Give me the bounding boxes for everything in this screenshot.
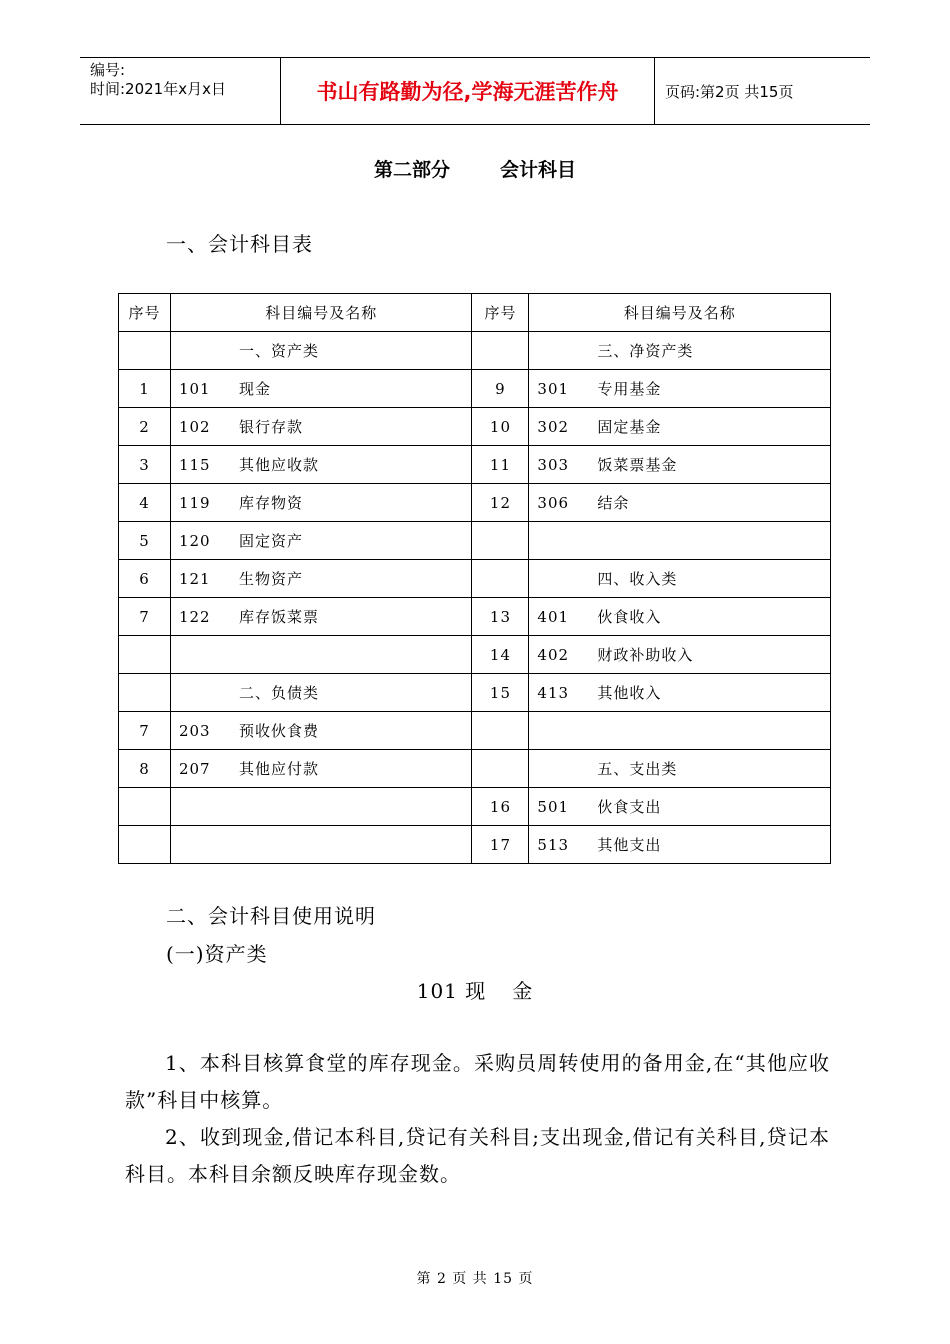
table-row <box>119 408 831 446</box>
seq-cell-left <box>119 788 171 826</box>
subject-cell-left <box>170 788 472 826</box>
seq-cell-right <box>472 788 529 826</box>
subject-code: 302 <box>537 418 570 436</box>
seq-number: 3 <box>139 455 150 474</box>
seq-number: 17 <box>489 835 511 854</box>
header-subject-left: 科目编号及名称 <box>170 294 472 332</box>
subject-code: 207 <box>178 760 211 778</box>
seq-cell-right <box>472 712 529 750</box>
subject-name: 一、资产类 <box>238 342 319 360</box>
subject-name: 库存饭菜票 <box>238 608 319 626</box>
subject-cell-left <box>170 750 472 788</box>
seq-number: 4 <box>139 493 150 512</box>
table-row <box>119 712 831 750</box>
seq-number: 7 <box>139 721 150 740</box>
seq-cell-right <box>472 560 529 598</box>
seq-number: 16 <box>489 797 511 816</box>
subject-cell-right <box>529 674 831 712</box>
seq-cell-right <box>472 332 529 370</box>
table-row <box>119 750 831 788</box>
subject-name: 结余 <box>597 494 630 512</box>
subject-name: 专用基金 <box>597 380 662 398</box>
subject-cell-left <box>170 332 472 370</box>
table-row <box>119 484 831 522</box>
part-title <box>0 155 950 182</box>
seq-cell-left <box>119 446 171 484</box>
section-title-usage: 二、会计科目使用说明 <box>166 904 376 928</box>
subject-cell-left <box>170 370 472 408</box>
section-title-account-table: 一、会计科目表 <box>166 232 313 256</box>
subject-code: 402 <box>537 646 570 664</box>
subject-name: 固定资产 <box>238 532 303 550</box>
subject-name: 伙食支出 <box>597 798 662 816</box>
subject-name: 预收伙食费 <box>238 722 319 740</box>
seq-number: 9 <box>495 379 506 398</box>
subject-code: 513 <box>537 836 570 854</box>
account-name-first: 现 <box>465 979 487 1003</box>
subject-cell-right <box>529 446 831 484</box>
seq-cell-right <box>472 598 529 636</box>
subject-cell-right <box>529 750 831 788</box>
account-name-second: 金 <box>512 979 534 1003</box>
account-heading <box>0 975 950 1004</box>
subject-name: 银行存款 <box>238 418 303 436</box>
header-motto: 书山有路勤为径,学海无涯苦作舟 <box>281 58 655 124</box>
seq-number: 6 <box>139 569 150 588</box>
seq-number: 15 <box>489 683 511 702</box>
subject-cell-left <box>170 522 472 560</box>
subject-code: 301 <box>537 380 570 398</box>
subject-code: 102 <box>178 418 211 436</box>
table-row <box>119 332 831 370</box>
table-row <box>119 446 831 484</box>
seq-number: 8 <box>139 759 150 778</box>
table-row <box>119 560 831 598</box>
subsection-title-assets: (一)资产类 <box>166 942 268 966</box>
seq-cell-left <box>119 636 171 674</box>
seq-cell-right <box>472 826 529 864</box>
subject-cell-left <box>170 826 472 864</box>
subject-cell-left <box>170 712 472 750</box>
subject-cell-right <box>529 560 831 598</box>
seq-cell-right <box>472 370 529 408</box>
seq-number: 7 <box>139 607 150 626</box>
subject-cell-right <box>529 598 831 636</box>
subject-code: 101 <box>178 380 211 398</box>
seq-cell-right <box>472 408 529 446</box>
part-label: 第二部分 <box>373 159 450 181</box>
seq-cell-left <box>119 484 171 522</box>
seq-number: 2 <box>139 417 150 436</box>
subject-name: 四、收入类 <box>597 570 678 588</box>
page-header <box>80 57 870 125</box>
seq-number: 12 <box>489 493 511 512</box>
table-row <box>119 826 831 864</box>
subject-code: 120 <box>178 532 211 550</box>
subject-code: 306 <box>537 494 570 512</box>
seq-number: 1 <box>139 379 150 398</box>
subject-cell-left <box>170 674 472 712</box>
seq-cell-right <box>472 636 529 674</box>
document-time: 时间:2021年x月x日 <box>90 80 226 98</box>
subject-name: 三、净资产类 <box>597 342 694 360</box>
document-number-label: 编号: <box>90 61 126 79</box>
seq-cell-left <box>119 712 171 750</box>
table-row <box>119 370 831 408</box>
seq-cell-left <box>119 674 171 712</box>
header-seq-right: 序号 <box>472 294 529 332</box>
seq-cell-right <box>472 674 529 712</box>
subject-name: 库存物资 <box>238 494 303 512</box>
subject-code: 121 <box>178 570 211 588</box>
seq-cell-left <box>119 522 171 560</box>
header-info <box>80 58 281 124</box>
subject-cell-right <box>529 826 831 864</box>
subject-name: 其他应收款 <box>238 456 319 474</box>
seq-number: 13 <box>489 607 511 626</box>
header-subject-right: 科目编号及名称 <box>529 294 831 332</box>
table-row <box>119 522 831 560</box>
subject-code: 122 <box>178 608 211 626</box>
seq-cell-right <box>472 750 529 788</box>
subject-cell-right <box>529 522 831 560</box>
part-name: 会计科目 <box>500 159 577 181</box>
account-subjects-table <box>118 293 831 864</box>
header-page-info: 页码:第2页 共15页 <box>665 82 794 101</box>
subject-cell-right <box>529 370 831 408</box>
paragraph-2: 2、收到现金,借记本科目,贷记有关科目;支出现金,借记有关科目,贷记本科目。本科目余额反映库存现金数。 <box>125 1125 830 1186</box>
subject-code: 401 <box>537 608 570 626</box>
subject-cell-left <box>170 446 472 484</box>
seq-number: 10 <box>489 417 511 436</box>
header-seq-left: 序号 <box>119 294 171 332</box>
seq-cell-left <box>119 408 171 446</box>
subject-cell-right <box>529 484 831 522</box>
account-code: 101 <box>416 979 458 1003</box>
subject-name: 其他支出 <box>597 836 662 854</box>
subject-cell-left <box>170 636 472 674</box>
subject-name: 财政补助收入 <box>597 646 694 664</box>
subject-name: 固定基金 <box>597 418 662 436</box>
subject-name: 现金 <box>238 380 271 398</box>
seq-cell-left <box>119 332 171 370</box>
subject-cell-left <box>170 408 472 446</box>
subject-code: 119 <box>178 494 211 512</box>
subject-name: 其他应付款 <box>238 760 319 778</box>
subject-code: 413 <box>537 684 570 702</box>
seq-cell-left <box>119 598 171 636</box>
seq-number: 14 <box>489 645 511 664</box>
subject-name: 生物资产 <box>238 570 303 588</box>
table-row <box>119 636 831 674</box>
table-header-row <box>119 294 831 332</box>
seq-cell-left <box>119 370 171 408</box>
subject-code: 203 <box>178 722 211 740</box>
subject-code: 303 <box>537 456 570 474</box>
seq-cell-right <box>472 446 529 484</box>
subject-cell-right <box>529 788 831 826</box>
subject-cell-right <box>529 712 831 750</box>
table-row <box>119 598 831 636</box>
subject-cell-right <box>529 332 831 370</box>
subject-name: 伙食收入 <box>597 608 662 626</box>
subject-name: 二、负债类 <box>238 684 319 702</box>
paragraph-1: 1、本科目核算食堂的库存现金。采购员周转使用的备用金,在“其他应收款”科目中核算。 <box>125 1051 830 1112</box>
subject-cell-left <box>170 484 472 522</box>
seq-cell-left <box>119 750 171 788</box>
seq-cell-left <box>119 560 171 598</box>
seq-cell-right <box>472 522 529 560</box>
subject-cell-left <box>170 560 472 598</box>
seq-cell-right <box>472 484 529 522</box>
subject-name: 其他收入 <box>597 684 662 702</box>
subject-name: 饭菜票基金 <box>597 456 678 474</box>
subject-code: 115 <box>178 456 211 474</box>
table-row <box>119 674 831 712</box>
page-footer: 第 2 页 共 15 页 <box>416 1271 534 1287</box>
table-row <box>119 788 831 826</box>
seq-number: 11 <box>489 455 511 474</box>
seq-number: 5 <box>139 531 150 550</box>
subject-name: 五、支出类 <box>597 760 678 778</box>
seq-cell-left <box>119 826 171 864</box>
subject-code: 501 <box>537 798 570 816</box>
subject-cell-right <box>529 408 831 446</box>
subject-cell-right <box>529 636 831 674</box>
subject-cell-left <box>170 598 472 636</box>
